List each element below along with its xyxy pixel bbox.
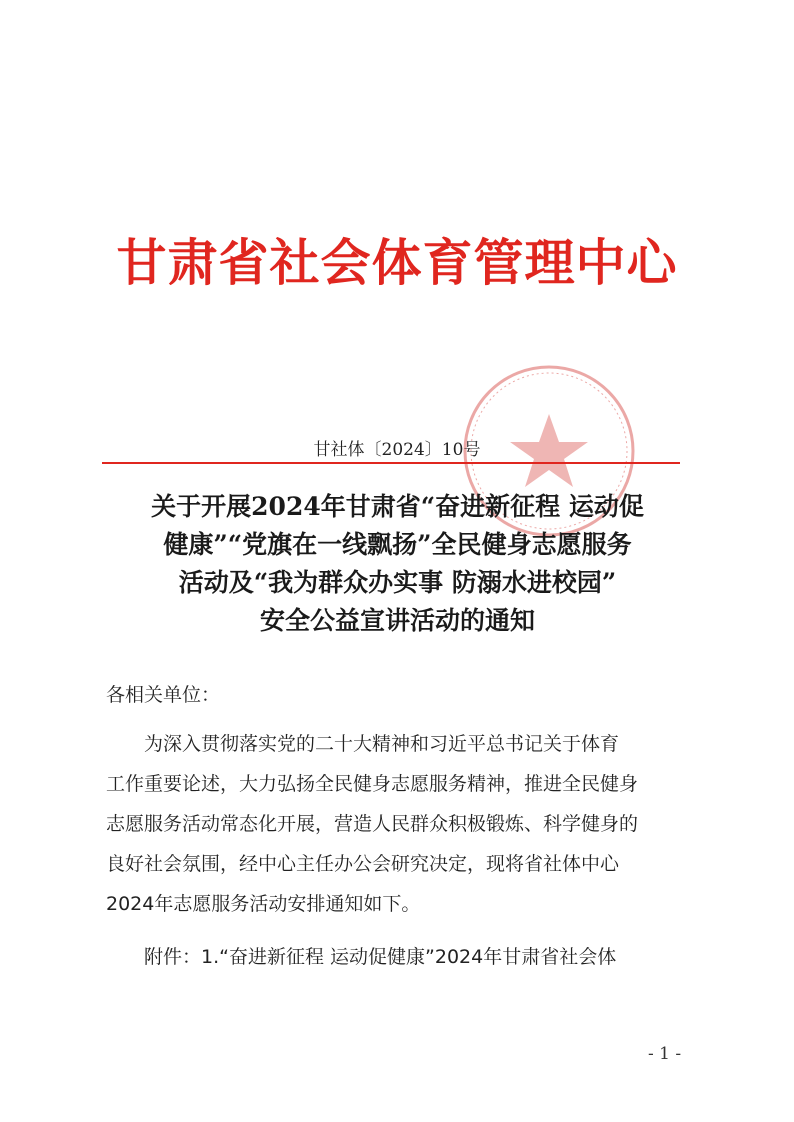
attachment-line: 附件：1.“奋进新征程 运动促健康”2024年甘肃省社会体 bbox=[144, 946, 617, 968]
body-line: 工作重要论述，大力弘扬全民健身志愿服务精神，推进全民健身 bbox=[106, 773, 639, 795]
salutation: 各相关单位： bbox=[106, 684, 221, 706]
page-number: - 1 - bbox=[648, 1044, 682, 1064]
body-line: 2024年志愿服务活动安排通知如下。 bbox=[106, 893, 421, 915]
notice-title-line: 活动及“我为群众办实事 防溺水进校园” bbox=[178, 568, 617, 597]
notice-title-line: 安全公益宣讲活动的通知 bbox=[259, 606, 535, 635]
body-line: 良好社会氛围，经中心主任办公会研究决定，现将省社体中心 bbox=[106, 853, 620, 875]
notice-title-line: 健康”“党旗在一线飘扬”全民健身志愿服务 bbox=[163, 530, 632, 559]
body-paragraph bbox=[106, 724, 691, 924]
body-line: 为深入贯彻落实党的二十大精神和习近平总书记关于体育 bbox=[144, 733, 620, 755]
body-line: 志愿服务活动常态化开展，营造人民群众积极锻炼、科学健身的 bbox=[106, 813, 639, 835]
red-divider-line bbox=[102, 462, 680, 464]
document-number: 甘社体〔2024〕10号 bbox=[313, 440, 481, 460]
notice-title bbox=[95, 488, 700, 640]
issuing-organization-title: 甘肃省社会体育管理中心 bbox=[116, 234, 678, 292]
notice-title-line: 关于开展2024年甘肃省“奋进新征程 运动促 bbox=[151, 492, 644, 521]
